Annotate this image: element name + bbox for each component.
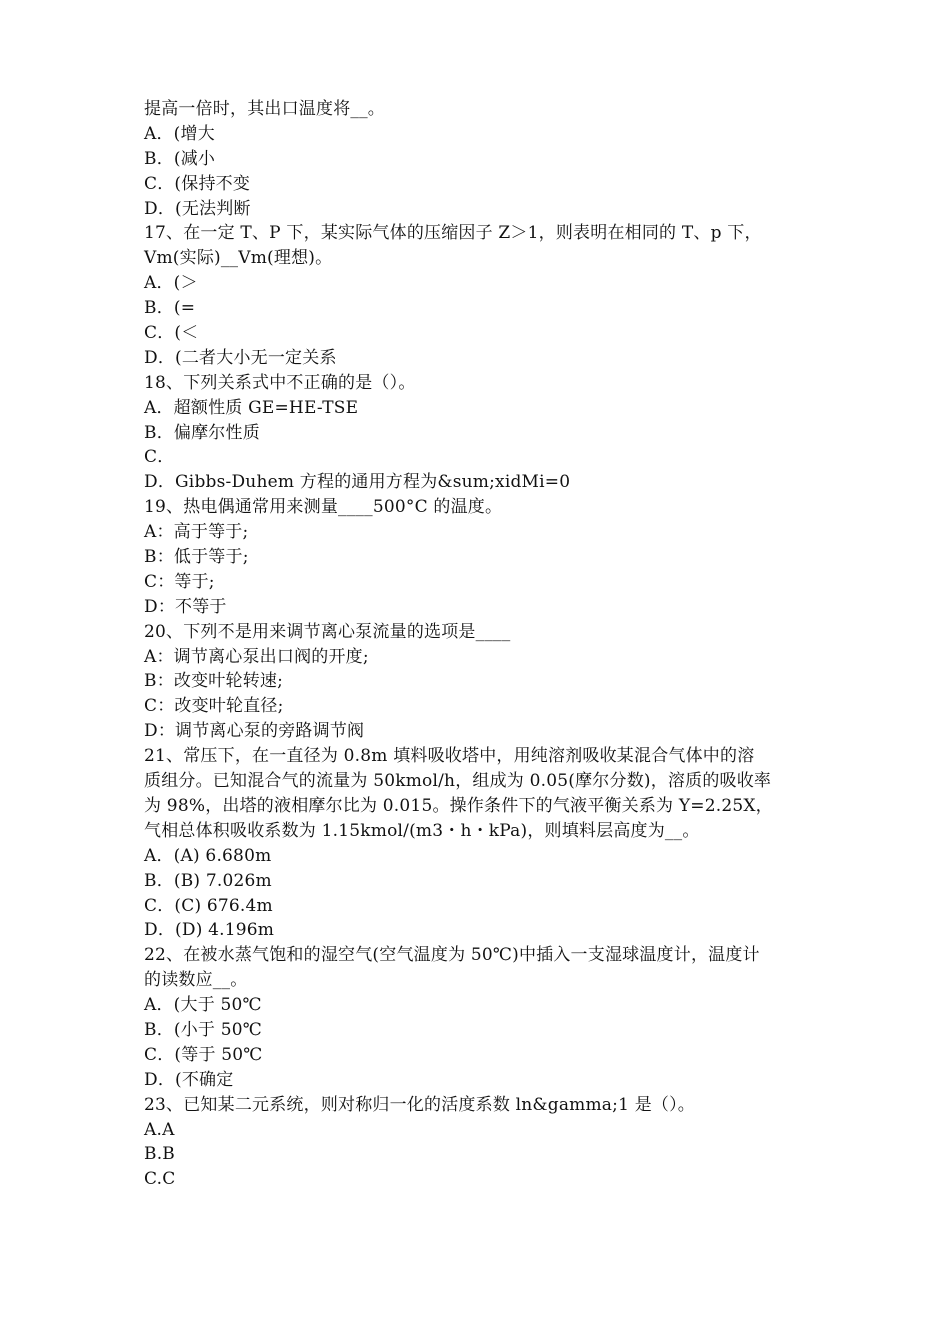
option-line: C：改变叶轮直径;: [144, 696, 284, 717]
option-line: A．(大于 50℃: [144, 995, 262, 1016]
option-line: D．(二者大小无一定关系: [144, 347, 337, 368]
text-line: 气相总体积吸收系数为 1.15kmol/(m3・h・kPa)，则填料层高度为__。: [144, 820, 700, 841]
text-line: Vm(实际)__Vm(理想)。: [144, 248, 333, 269]
option-line: B．(减小: [144, 148, 216, 169]
question-21: 21、常压下，在一直径为 0.8m 填料吸收塔中，用纯溶剂吸收某混合气体中的溶: [144, 746, 755, 767]
option-line: B．(=: [144, 298, 196, 319]
option-line: C．(C) 676.4m: [144, 895, 273, 916]
question-19: 19、热电偶通常用来测量____500°C 的温度。: [144, 497, 503, 518]
question-18: 18、下列关系式中不正确的是（）。: [144, 372, 416, 393]
option-line: D：调节离心泵的旁路调节阀: [144, 721, 365, 742]
question-23: 23、已知某二元系统，则对称归一化的活度系数 ln&gamma;1 是（）。: [144, 1094, 695, 1115]
question-17: 17、在一定 T、P 下，某实际气体的压缩因子 Z＞1，则表明在相同的 T、p 下，: [144, 223, 762, 244]
question-20: 20、下列不是用来调节离心泵流量的选项是____: [144, 621, 511, 642]
option-line: A．(＞: [144, 273, 198, 294]
option-line: B．(小于 50℃: [144, 1019, 262, 1040]
option-line: D．(D) 4.196m: [144, 920, 275, 941]
option-line: D．Gibbs-Duhem 方程的通用方程为&sum;xidMi=0: [144, 472, 571, 493]
text-line: 的读数应__。: [144, 970, 248, 991]
option-line: A：高于等于;: [144, 522, 249, 543]
option-line: D．(不确定: [144, 1069, 234, 1090]
option-line: B．偏摩尔性质: [144, 422, 260, 443]
option-line: C．(等于 50℃: [144, 1044, 263, 1065]
option-line: A．超额性质 GE=HE-TSE: [144, 397, 359, 418]
option-line: A．(A) 6.680m: [144, 845, 272, 866]
option-line: A．(增大: [144, 123, 215, 144]
option-line: A.A: [144, 1119, 175, 1140]
text-line: 提高一倍时，其出口温度将__。: [144, 99, 385, 119]
option-line: C．(＜: [144, 323, 199, 344]
option-line: C：等于;: [144, 571, 215, 592]
option-line: C．: [144, 447, 175, 468]
option-line: A：调节离心泵出口阀的开度;: [144, 646, 369, 667]
text-line: 为 98%，出塔的液相摩尔比为 0.015。操作条件下的气液平衡关系为 Y=2.25X，: [144, 795, 773, 816]
option-line: B：低于等于;: [144, 547, 249, 568]
option-line: C．(保持不变: [144, 173, 251, 194]
option-line: D：不等于: [144, 596, 227, 617]
option-line: B：改变叶轮转速;: [144, 671, 284, 692]
text-line: 质组分。已知混合气的流量为 50kmol/h，组成为 0.05(摩尔分数)，溶质的吸收率: [144, 771, 772, 792]
option-line: D．(无法判断: [144, 198, 251, 219]
option-line: B．(B) 7.026m: [144, 870, 272, 891]
option-line: B.B: [144, 1144, 175, 1165]
question-text-block: [144, 97, 810, 1192]
question-22: 22、在被水蒸气饱和的湿空气(空气温度为 50℃)中插入一支湿球温度计，温度计: [144, 945, 760, 966]
option-line: C.C: [144, 1169, 176, 1190]
